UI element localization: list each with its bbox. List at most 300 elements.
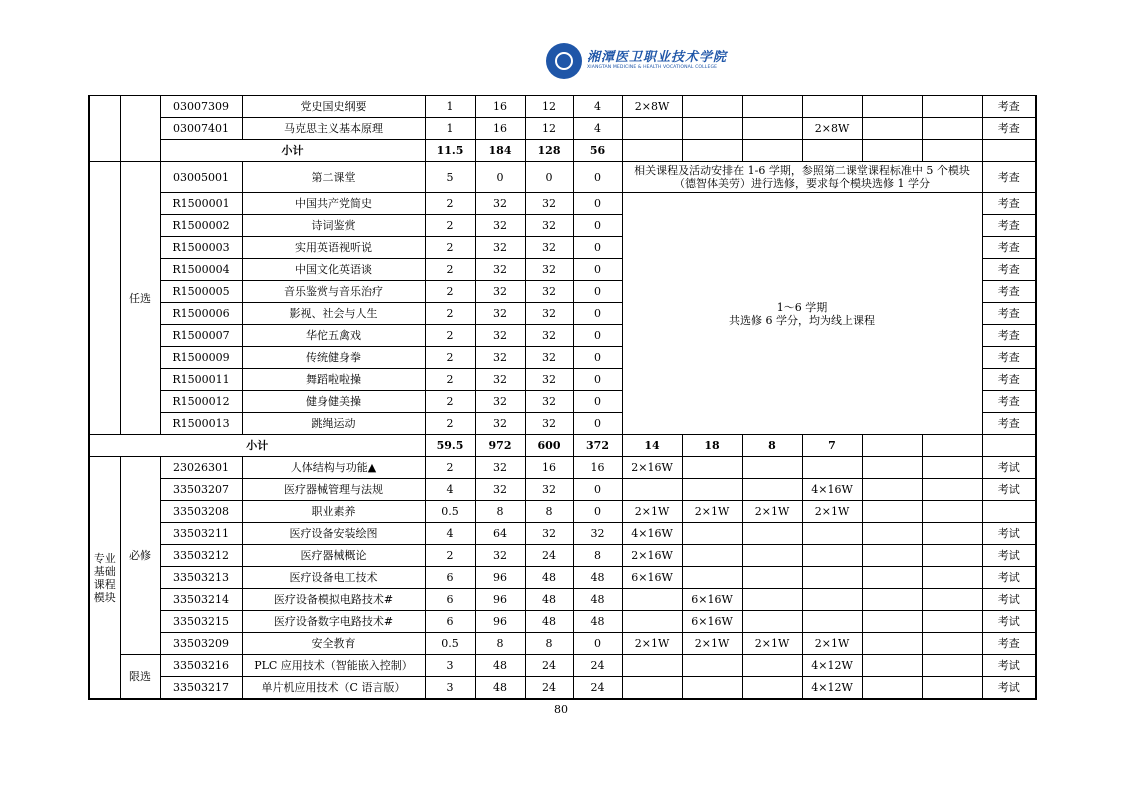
assessment (982, 140, 1036, 162)
theory-hours: 32 (525, 347, 573, 369)
table-row (89, 457, 1036, 479)
theory-hours: 48 (525, 589, 573, 611)
theory-hours: 0 (525, 162, 573, 193)
semester-3 (742, 677, 802, 700)
credit: 2 (425, 215, 475, 237)
assessment (982, 435, 1036, 457)
theory-hours: 16 (525, 457, 573, 479)
semester-5 (862, 435, 922, 457)
semester-6 (922, 523, 982, 545)
course-name: 安全教育 (242, 633, 425, 655)
assessment: 考查 (982, 162, 1036, 193)
course-code: 33503215 (160, 611, 242, 633)
semester-5 (862, 655, 922, 677)
credit: 2 (425, 303, 475, 325)
total-hours: 32 (475, 391, 525, 413)
total-hours: 32 (475, 479, 525, 501)
total-hours: 48 (475, 655, 525, 677)
total-hours: 32 (475, 237, 525, 259)
assessment: 考试 (982, 545, 1036, 567)
semester-5 (862, 501, 922, 523)
semester-2 (682, 96, 742, 118)
semester-5 (862, 457, 922, 479)
subtotal-row (89, 435, 1036, 457)
theory-hours: 32 (525, 193, 573, 215)
practice-hours: 0 (573, 479, 622, 501)
credit: 2 (425, 193, 475, 215)
practice-hours: 48 (573, 589, 622, 611)
practice-hours: 8 (573, 545, 622, 567)
total-hours: 96 (475, 589, 525, 611)
theory-hours: 48 (525, 611, 573, 633)
semester-4: 2×1W (802, 633, 862, 655)
course-code: 03007401 (160, 118, 242, 140)
practice-hours: 16 (573, 457, 622, 479)
course-name: 医疗设备安装绘图 (242, 523, 425, 545)
course-name: 医疗器械概论 (242, 545, 425, 567)
theory-hours: 32 (525, 325, 573, 347)
semester-2 (682, 479, 742, 501)
total-hours: 32 (475, 457, 525, 479)
theory-hours: 24 (525, 655, 573, 677)
credit: 4 (425, 523, 475, 545)
course-name: 医疗器械管理与法规 (242, 479, 425, 501)
assessment: 考查 (982, 303, 1036, 325)
subtotal-theory: 128 (525, 140, 573, 162)
category-limited: 限选 (120, 655, 160, 700)
semester-6 (922, 479, 982, 501)
assessment: 考查 (982, 325, 1036, 347)
course-name: 中国文化英语谈 (242, 259, 425, 281)
practice-hours: 0 (573, 193, 622, 215)
semester-5 (862, 523, 922, 545)
table-row (89, 589, 1036, 611)
page-number: 80 (554, 703, 568, 716)
course-code: 33503211 (160, 523, 242, 545)
semester-4 (802, 140, 862, 162)
course-name: 马克思主义基本原理 (242, 118, 425, 140)
semester-1 (622, 140, 682, 162)
subtotal-practice: 56 (573, 140, 622, 162)
semester-6 (922, 589, 982, 611)
assessment: 考试 (982, 655, 1036, 677)
credit: 4 (425, 479, 475, 501)
credit: 2 (425, 457, 475, 479)
semester-1 (622, 589, 682, 611)
online-note-line-2: 共选修 6 学分，均为线上课程 (729, 313, 875, 327)
credit: 6 (425, 589, 475, 611)
practice-hours: 0 (573, 391, 622, 413)
subtotal-semester-3: 8 (742, 435, 802, 457)
semester-5 (862, 479, 922, 501)
course-code: 33503213 (160, 567, 242, 589)
subtotal-semester-1: 14 (622, 435, 682, 457)
assessment: 考查 (982, 413, 1036, 435)
credit: 1 (425, 96, 475, 118)
semester-3 (742, 567, 802, 589)
course-name: 华佗五禽戏 (242, 325, 425, 347)
semester-6 (922, 457, 982, 479)
course-code: R1500013 (160, 413, 242, 435)
theory-hours: 32 (525, 413, 573, 435)
semester-2 (682, 118, 742, 140)
credit: 3 (425, 677, 475, 700)
practice-hours: 0 (573, 413, 622, 435)
table-row (89, 479, 1036, 501)
theory-hours: 48 (525, 567, 573, 589)
assessment: 考试 (982, 611, 1036, 633)
semester-5 (862, 677, 922, 700)
course-name: 音乐鉴赏与音乐治疗 (242, 281, 425, 303)
semester-5 (862, 567, 922, 589)
theory-hours: 32 (525, 391, 573, 413)
total-hours: 32 (475, 303, 525, 325)
total-hours: 16 (475, 96, 525, 118)
assessment: 考试 (982, 457, 1036, 479)
semester-3 (742, 655, 802, 677)
course-name: 中国共产党简史 (242, 193, 425, 215)
assessment: 考试 (982, 567, 1036, 589)
course-code: 33503212 (160, 545, 242, 567)
assessment: 考查 (982, 281, 1036, 303)
assessment: 考查 (982, 391, 1036, 413)
practice-hours: 0 (573, 633, 622, 655)
total-hours: 0 (475, 162, 525, 193)
course-code: 03007309 (160, 96, 242, 118)
college-logo (546, 43, 727, 79)
semester-5 (862, 611, 922, 633)
assessment: 考试 (982, 677, 1036, 700)
assessment: 考查 (982, 633, 1036, 655)
semester-1 (622, 479, 682, 501)
practice-hours: 32 (573, 523, 622, 545)
category-cell-top (120, 96, 160, 162)
semester-2 (682, 545, 742, 567)
semester-6 (922, 545, 982, 567)
semester-3 (742, 523, 802, 545)
semester-3 (742, 118, 802, 140)
semester-1 (622, 611, 682, 633)
semester-4: 4×12W (802, 677, 862, 700)
online-note-line-1: 1～6 学期 (776, 300, 828, 314)
semester-2: 6×16W (682, 589, 742, 611)
course-code: 33503216 (160, 655, 242, 677)
credit: 0.5 (425, 501, 475, 523)
theory-hours: 24 (525, 677, 573, 700)
credit: 2 (425, 391, 475, 413)
semester-1: 4×16W (622, 523, 682, 545)
table-row (89, 193, 1036, 215)
practice-hours: 0 (573, 281, 622, 303)
semester-3 (742, 479, 802, 501)
credit: 2 (425, 281, 475, 303)
semester-2: 2×1W (682, 633, 742, 655)
semester-2 (682, 655, 742, 677)
semester-4 (802, 96, 862, 118)
category-elective: 任选 (120, 162, 160, 435)
assessment: 考查 (982, 193, 1036, 215)
semester-5 (862, 545, 922, 567)
course-code: R1500006 (160, 303, 242, 325)
subtotal-semester-4: 7 (802, 435, 862, 457)
credit: 2 (425, 545, 475, 567)
course-name: 舞蹈啦啦操 (242, 369, 425, 391)
logo-name-en: XIANGTAN MEDICINE & HEALTH VOCATIONAL COLLEGE (587, 65, 718, 71)
credit: 6 (425, 611, 475, 633)
semester-4: 2×1W (802, 501, 862, 523)
semester-6 (922, 633, 982, 655)
semester-3 (742, 457, 802, 479)
practice-hours: 4 (573, 96, 622, 118)
table-row (89, 545, 1036, 567)
table-row (89, 567, 1036, 589)
total-hours: 16 (475, 118, 525, 140)
semester-3 (742, 140, 802, 162)
credit: 5 (425, 162, 475, 193)
practice-hours: 0 (573, 347, 622, 369)
logo-name-cn: 湘潭医卫职业技术学院 (587, 50, 728, 66)
total-hours: 32 (475, 325, 525, 347)
table-row (89, 96, 1036, 118)
theory-hours: 12 (525, 118, 573, 140)
subtotal-row (89, 140, 1036, 162)
semester-6 (922, 567, 982, 589)
semester-2 (682, 457, 742, 479)
table-row (89, 523, 1036, 545)
subtotal-semester-2: 18 (682, 435, 742, 457)
credit: 2 (425, 259, 475, 281)
course-code: 33503217 (160, 677, 242, 700)
table-row (89, 655, 1036, 677)
semester-1: 6×16W (622, 567, 682, 589)
practice-hours: 48 (573, 611, 622, 633)
credit: 2 (425, 347, 475, 369)
total-hours: 32 (475, 347, 525, 369)
semester-4 (802, 523, 862, 545)
course-name: 医疗设备模拟电路技术# (242, 589, 425, 611)
course-name: 第二课堂 (242, 162, 425, 193)
semester-4 (802, 457, 862, 479)
total-hours: 32 (475, 259, 525, 281)
semester-3 (742, 545, 802, 567)
online-course-note (622, 193, 982, 435)
course-code: R1500009 (160, 347, 242, 369)
total-hours: 32 (475, 193, 525, 215)
semester-2 (682, 140, 742, 162)
practice-hours: 24 (573, 677, 622, 700)
theory-hours: 32 (525, 303, 573, 325)
assessment: 考查 (982, 259, 1036, 281)
course-code: 03005001 (160, 162, 242, 193)
credit: 2 (425, 369, 475, 391)
semester-4 (802, 589, 862, 611)
credit: 6 (425, 567, 475, 589)
total-hours: 32 (475, 215, 525, 237)
course-code: R1500012 (160, 391, 242, 413)
course-name: 医疗设备电工技术 (242, 567, 425, 589)
subtotal-label: 小计 (160, 140, 425, 162)
course-name: 跳绳运动 (242, 413, 425, 435)
table-row (89, 611, 1036, 633)
credit: 3 (425, 655, 475, 677)
semester-6 (922, 140, 982, 162)
semester-1: 2×16W (622, 457, 682, 479)
theory-hours: 32 (525, 523, 573, 545)
theory-hours: 32 (525, 369, 573, 391)
second-class-note: 相关课程及活动安排在 1-6 学期，参照第二课堂课程标准中 5 个模块（德智体美劳）进行选修，要求每个模块选修 1 学分 (622, 162, 982, 193)
theory-hours: 32 (525, 215, 573, 237)
college-seal-icon (546, 43, 582, 79)
practice-hours: 0 (573, 237, 622, 259)
assessment: 考查 (982, 347, 1036, 369)
subtotal-credit: 11.5 (425, 140, 475, 162)
assessment: 考试 (982, 523, 1036, 545)
practice-hours: 0 (573, 369, 622, 391)
practice-hours: 0 (573, 162, 622, 193)
credit: 2 (425, 237, 475, 259)
course-code: R1500007 (160, 325, 242, 347)
category-required: 必修 (120, 457, 160, 655)
course-name: 诗词鉴赏 (242, 215, 425, 237)
total-hours: 96 (475, 567, 525, 589)
semester-6 (922, 677, 982, 700)
credit: 2 (425, 413, 475, 435)
practice-hours: 0 (573, 303, 622, 325)
course-name: 职业素养 (242, 501, 425, 523)
practice-hours: 4 (573, 118, 622, 140)
assessment (982, 501, 1036, 523)
assessment: 考查 (982, 215, 1036, 237)
course-name: 人体结构与功能▲ (242, 457, 425, 479)
semester-6 (922, 611, 982, 633)
module-cell-elective (89, 162, 120, 435)
course-code: R1500002 (160, 215, 242, 237)
semester-4: 4×16W (802, 479, 862, 501)
course-name: PLC 应用技术（智能嵌入控制） (242, 655, 425, 677)
theory-hours: 24 (525, 545, 573, 567)
semester-2 (682, 567, 742, 589)
course-code: R1500011 (160, 369, 242, 391)
assessment: 考试 (982, 479, 1036, 501)
table-body (89, 96, 1036, 700)
assessment: 考查 (982, 96, 1036, 118)
semester-6 (922, 655, 982, 677)
semester-4 (802, 611, 862, 633)
semester-6 (922, 96, 982, 118)
semester-4 (802, 567, 862, 589)
course-name: 医疗设备数字电路技术# (242, 611, 425, 633)
semester-5 (862, 633, 922, 655)
semester-3 (742, 96, 802, 118)
semester-1: 2×8W (622, 96, 682, 118)
semester-1 (622, 677, 682, 700)
course-name: 单片机应用技术（C 语言版） (242, 677, 425, 700)
semester-3: 2×1W (742, 633, 802, 655)
table-row (89, 162, 1036, 193)
course-name: 实用英语视听说 (242, 237, 425, 259)
practice-hours: 0 (573, 325, 622, 347)
semester-1: 2×1W (622, 633, 682, 655)
semester-2: 2×1W (682, 501, 742, 523)
course-code: R1500003 (160, 237, 242, 259)
semester-5 (862, 96, 922, 118)
table-row (89, 118, 1036, 140)
subtotal-theory: 600 (525, 435, 573, 457)
credit: 2 (425, 325, 475, 347)
course-code: 33503208 (160, 501, 242, 523)
practice-hours: 48 (573, 567, 622, 589)
theory-hours: 32 (525, 237, 573, 259)
semester-2: 6×16W (682, 611, 742, 633)
total-hours: 8 (475, 633, 525, 655)
semester-5 (862, 140, 922, 162)
practice-hours: 24 (573, 655, 622, 677)
semester-4: 4×12W (802, 655, 862, 677)
total-hours: 8 (475, 501, 525, 523)
semester-1 (622, 118, 682, 140)
subtotal-practice: 372 (573, 435, 622, 457)
course-code: 33503209 (160, 633, 242, 655)
assessment: 考试 (982, 589, 1036, 611)
semester-1: 2×16W (622, 545, 682, 567)
course-name: 健身健美操 (242, 391, 425, 413)
total-hours: 32 (475, 281, 525, 303)
course-code: R1500001 (160, 193, 242, 215)
semester-5 (862, 589, 922, 611)
semester-5 (862, 118, 922, 140)
practice-hours: 0 (573, 501, 622, 523)
semester-3: 2×1W (742, 501, 802, 523)
subtotal-hours: 184 (475, 140, 525, 162)
table-row (89, 501, 1036, 523)
assessment: 考查 (982, 369, 1036, 391)
practice-hours: 0 (573, 215, 622, 237)
theory-hours: 8 (525, 501, 573, 523)
semester-3 (742, 611, 802, 633)
semester-1 (622, 655, 682, 677)
semester-4 (802, 545, 862, 567)
semester-2 (682, 677, 742, 700)
curriculum-table (88, 95, 1037, 700)
theory-hours: 8 (525, 633, 573, 655)
course-code: R1500004 (160, 259, 242, 281)
assessment: 考查 (982, 237, 1036, 259)
subtotal-hours: 972 (475, 435, 525, 457)
course-name: 影视、社会与人生 (242, 303, 425, 325)
semester-1: 2×1W (622, 501, 682, 523)
module-professional-basics: 专业基础课程模块 (89, 457, 120, 700)
semester-3 (742, 589, 802, 611)
subtotal-credit: 59.5 (425, 435, 475, 457)
course-name: 传统健身拳 (242, 347, 425, 369)
theory-hours: 12 (525, 96, 573, 118)
total-hours: 32 (475, 413, 525, 435)
course-code: 33503214 (160, 589, 242, 611)
theory-hours: 32 (525, 479, 573, 501)
theory-hours: 32 (525, 259, 573, 281)
course-code: 23026301 (160, 457, 242, 479)
practice-hours: 0 (573, 259, 622, 281)
semester-6 (922, 118, 982, 140)
semester-6 (922, 501, 982, 523)
total-hours: 96 (475, 611, 525, 633)
total-hours: 48 (475, 677, 525, 700)
credit: 1 (425, 118, 475, 140)
semester-6 (922, 435, 982, 457)
total-hours: 32 (475, 369, 525, 391)
course-code: 33503207 (160, 479, 242, 501)
course-name: 党史国史纲要 (242, 96, 425, 118)
